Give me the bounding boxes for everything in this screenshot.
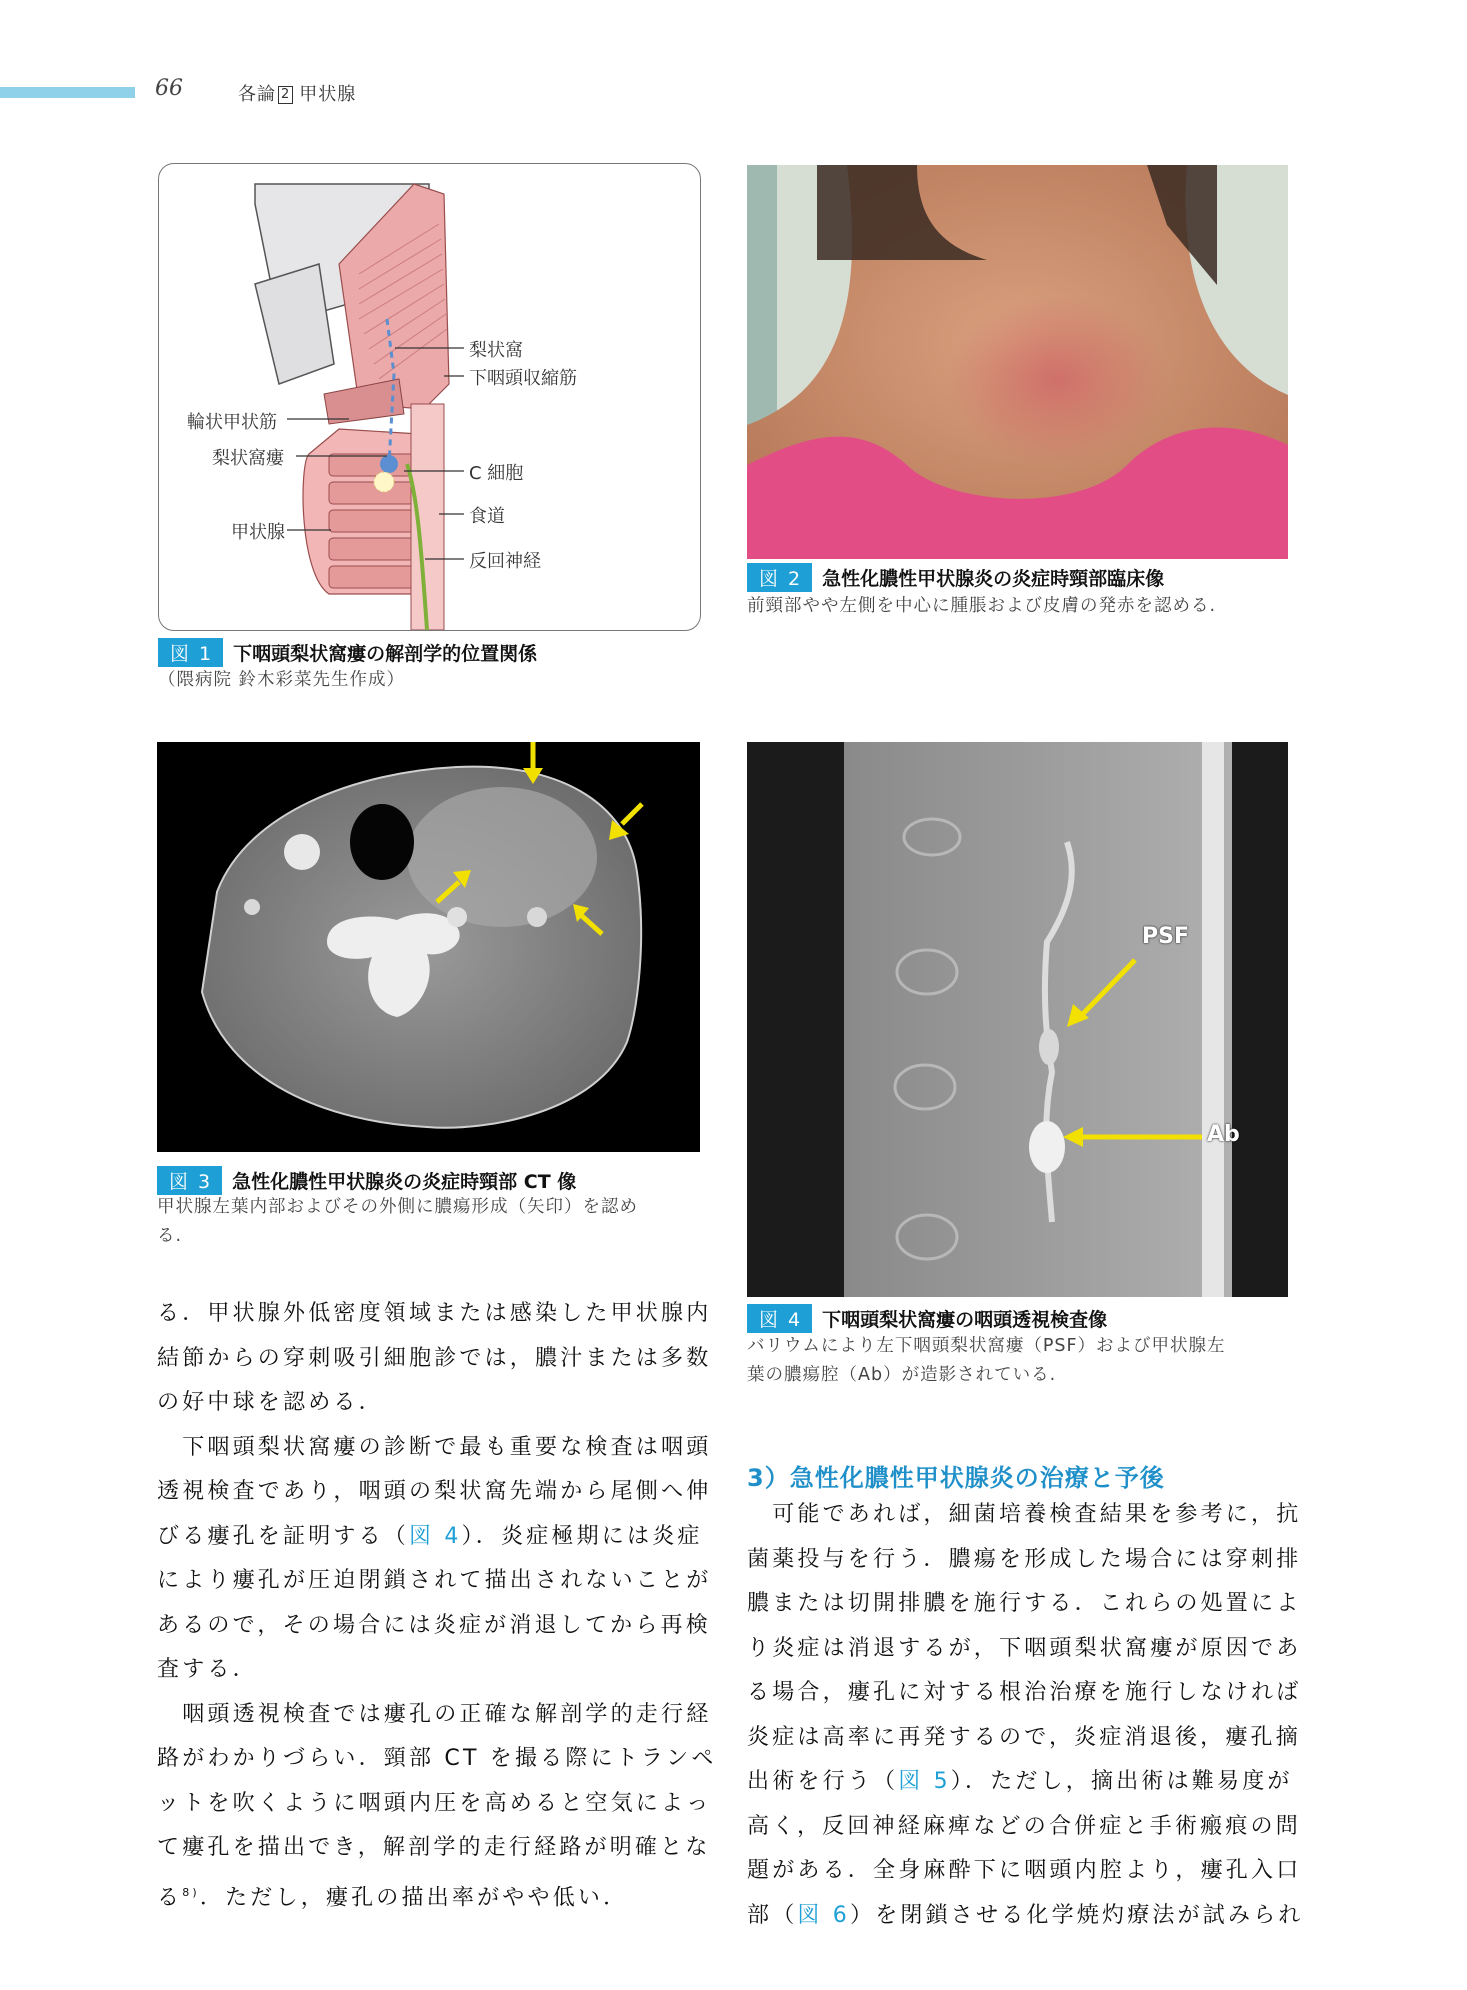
section-heading-3: 3）急性化膿性甲状腺炎の治療と予後 xyxy=(747,1464,1165,1492)
fig3-tag: 図 3 xyxy=(157,1166,222,1195)
label-recurrent-nerve: 反回神経 xyxy=(469,551,541,572)
figure-4-fluoroscopy xyxy=(747,742,1288,1297)
fig4-subtitle-line1: バリウムにより左下咽頭梨状窩瘻（PSF）および甲状腺左 xyxy=(747,1336,1226,1356)
right-column-text xyxy=(747,1493,1304,1938)
ct-image xyxy=(157,742,700,1152)
left-column-text xyxy=(157,1292,717,1920)
text-line: 可能であれば，細菌培養検査結果を参考に，抗 xyxy=(747,1502,1302,1527)
text-line: る場合，瘻孔に対する根治治療を施行しなければ xyxy=(747,1680,1302,1705)
fig2-title: 急性化膿性甲状腺炎の炎症時頸部臨床像 xyxy=(822,568,1165,590)
label-c-cell: C 細胞 xyxy=(469,463,524,484)
figure-6-reference[interactable]: 図 6 xyxy=(797,1902,850,1928)
text-line: 膿または切開排膿を施行する．これらの処置によ xyxy=(747,1591,1302,1616)
text-line: 結節からの穿刺吸引細胞診では，膿汁または多数 xyxy=(157,1345,712,1371)
fig3-caption xyxy=(157,1166,576,1195)
section-number: 2 xyxy=(278,86,293,104)
text-span: ）を閉鎖させる化学焼灼療法が試みられ xyxy=(850,1902,1304,1928)
text-line: 査する． xyxy=(157,1657,258,1682)
text-line: 高く，反回神経麻痺などの合併症と手術瘢痕の問 xyxy=(747,1813,1301,1839)
text-line: により瘻孔が圧迫閉鎖されて描出されないことが xyxy=(157,1568,712,1593)
label-ab: Ab xyxy=(1207,1122,1240,1147)
fig4-tag: 図 4 xyxy=(747,1304,812,1333)
fig3-title: 急性化膿性甲状腺炎の炎症時頸部 CT 像 xyxy=(232,1171,577,1193)
fig1-subtitle: （隈病院 鈴木彩菜先生作成） xyxy=(158,670,406,690)
label-piriform-fistula: 梨状窩瘻 xyxy=(212,448,284,469)
neck-photo xyxy=(747,165,1288,559)
fig1-tag: 図 1 xyxy=(158,638,223,667)
text-span: ）．炎症極期には炎症 xyxy=(461,1523,703,1549)
text-span: ．ただし，瘻孔の描出率がやや低い． xyxy=(199,1884,629,1910)
page-number: 66 xyxy=(155,76,183,101)
text-span: ）．ただし，摘出術は難易度が xyxy=(950,1769,1293,1794)
fig4-caption xyxy=(747,1304,1107,1333)
label-psf: PSF xyxy=(1142,924,1189,949)
label-inferior-constrictor: 下咽頭収縮筋 xyxy=(469,368,577,389)
fig2-tag: 図 2 xyxy=(747,563,812,592)
fig3-subtitle-line1: 甲状腺左葉内部およびその外側に膿瘍形成（矢印）を認め xyxy=(157,1197,638,1217)
figure-3-ct xyxy=(157,742,700,1152)
citation-8: 8) xyxy=(182,1885,200,1899)
fig2-subtitle: 前頸部やや左側を中心に腫脹および皮膚の発赤を認める. xyxy=(747,596,1217,616)
text-line: る．甲状腺外低密度領域または感染した甲状腺内 xyxy=(157,1301,712,1326)
text-line: り炎症は消退するが，下咽頭梨状窩瘻が原因であ xyxy=(747,1635,1302,1661)
text-line: 題がある．全身麻酔下に咽頭内腔より，瘻孔入口 xyxy=(747,1858,1302,1883)
header-color-bar xyxy=(0,87,135,98)
label-esophagus: 食道 xyxy=(469,506,505,527)
fig4-subtitle-line2: 葉の膿瘍腔（Ab）が造影されている. xyxy=(747,1365,1057,1385)
text-span: 出術を行う（ xyxy=(747,1769,899,1794)
text-line: て瘻孔を描出でき，解剖学的走行経路が明確とな xyxy=(157,1835,711,1860)
text-line: の好中球を認める． xyxy=(157,1390,384,1415)
text-span: びる瘻孔を証明する（ xyxy=(157,1523,410,1549)
label-thyroid: 甲状腺 xyxy=(231,522,285,543)
fig3-subtitle-line2: る. xyxy=(157,1226,183,1246)
fig1-title: 下咽頭梨状窩瘻の解剖学的位置関係 xyxy=(233,643,538,665)
text-span: 部（ xyxy=(747,1902,798,1928)
label-piriform-sinus: 梨状窩 xyxy=(469,340,523,361)
text-line xyxy=(747,1894,1304,1939)
text-line: 咽頭透視検査では瘻孔の正確な解剖学的走行経 xyxy=(157,1701,712,1727)
text-line xyxy=(157,1515,717,1560)
text-line: あるので，その場合には炎症が消退してから再検 xyxy=(157,1612,711,1638)
anatomy-diagram xyxy=(159,164,700,630)
section-prefix: 各論 xyxy=(238,84,276,105)
fig4-title: 下咽頭梨状窩瘻の咽頭透視検査像 xyxy=(822,1309,1108,1331)
fluoroscopy-image xyxy=(747,742,1288,1297)
section-name: 甲状腺 xyxy=(299,84,357,105)
text-line: 炎症は高率に再発するので，炎症消退後，瘻孔摘 xyxy=(747,1724,1301,1750)
text-span: る xyxy=(157,1884,183,1910)
text-line: 路がわかりづらい．頸部 CT を撮る際にトランペ xyxy=(157,1746,717,1771)
text-line xyxy=(747,1760,1304,1805)
text-line: 下咽頭梨状窩瘻の診断で最も重要な検査は咽頭 xyxy=(157,1434,712,1460)
text-line: 菌薬投与を行う．膿瘍を形成した場合には穿刺排 xyxy=(747,1546,1302,1572)
text-line: 透視検査であり，咽頭の梨状窩先端から尾側へ伸 xyxy=(157,1479,712,1504)
fig1-caption xyxy=(158,638,537,667)
figure-5-reference[interactable]: 図 5 xyxy=(898,1769,951,1794)
section-title xyxy=(238,80,356,106)
fig2-caption xyxy=(747,563,1164,592)
label-cricothyroid: 輪状甲状筋 xyxy=(187,412,277,433)
text-line xyxy=(157,1871,717,1921)
figure-1-illustration xyxy=(158,163,701,631)
figure-2-photo xyxy=(747,165,1288,559)
figure-4-reference[interactable]: 図 4 xyxy=(409,1523,462,1549)
text-line: ットを吹くように咽頭内圧を高めると空気によっ xyxy=(157,1790,712,1816)
